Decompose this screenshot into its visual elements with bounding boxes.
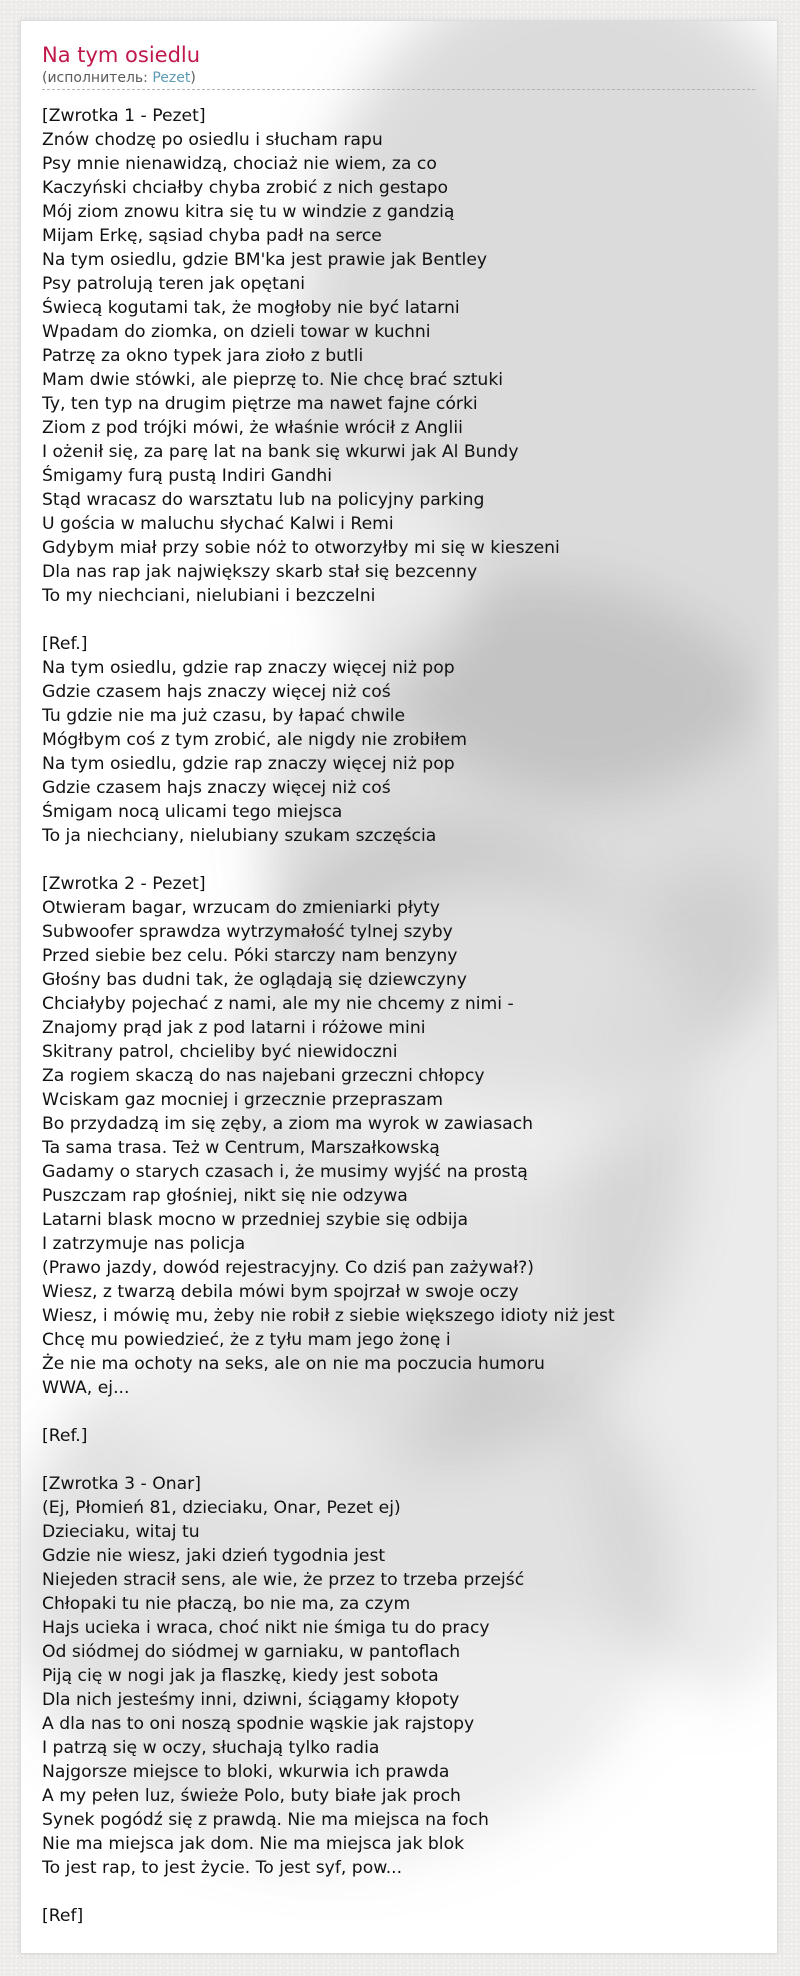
lyric-line: I zatrzymuje nas policja [42,1234,246,1254]
content [21,21,777,1928]
lyric-line: To ja niechciany, nielubiany szukam szczęścia [42,826,437,846]
performer-line [42,69,755,90]
lyric-line [42,608,755,632]
lyric-line [42,848,755,872]
lyric-line: Kaczyński chciałby chyba zrobić z nich gestapo [42,178,449,198]
lyric-line [42,1448,755,1472]
lyric-line: Niejeden stracił sens, ale wie, że przez to trzeba przejść [42,1570,525,1590]
lyric-line: Chłopaki tu nie płaczą, bo nie ma, za czym [42,1594,411,1614]
lyric-line: Świecą kogutami tak, że mogłoby nie być latarni [42,298,460,318]
lyric-line: [Zwrotka 1 - Pezet] [42,106,206,126]
lyric-line: Nie ma miejsca jak dom. Nie ma miejsca jak blok [42,1834,465,1854]
lyric-line: Znajomy prąd jak z pod latarni i różowe mini [42,1018,426,1038]
lyric-line: Że nie ma ochoty na seks, ale on nie ma poczucia humoru [42,1354,545,1374]
lyric-line: Gdzie czasem hajs znaczy więcej niż coś [42,682,391,702]
lyric-line: Dla nas rap jak największy skarb stał się bezcenny [42,562,478,582]
lyrics-text [42,104,755,1928]
lyric-line: Psy mnie nienawidzą, chociaż nie wiem, za co [42,154,437,174]
lyric-line: Wciskam gaz mocniej i grzecznie przepraszam [42,1090,444,1110]
lyric-line: Stąd wracasz do warsztatu lub na policyjny parking [42,490,485,510]
lyric-line: [Zwrotka 3 - Onar] [42,1474,201,1494]
lyric-line: A dla nas to oni noszą spodnie wąskie jak rajstopy [42,1714,475,1734]
lyric-line: Mam dwie stówki, ale pieprzę to. Nie chcę brać sztuki [42,370,504,390]
lyric-line: Głośny bas dudni tak, że oglądają się dziewczyny [42,970,467,990]
lyric-line: [Zwrotka 2 - Pezet] [42,874,206,894]
lyric-line: [Ref.] [42,1426,88,1446]
lyric-line: Wiesz, i mówię mu, żeby nie robił z siebie większego idioty niż jest [42,1306,615,1326]
lyric-line [42,1400,755,1424]
lyric-line: [Ref.] [42,634,88,654]
performer-link[interactable]: Pezet [152,70,191,86]
lyric-line: Chciałyby pojechać z nami, ale my nie chcemy z nimi - [42,994,514,1014]
lyric-line: Tu gdzie nie ma już czasu, by łapać chwile [42,706,406,726]
lyric-line: Skitrany patrol, chcieliby być niewidoczni [42,1042,398,1062]
lyric-line: WWA, ej... [42,1378,130,1398]
lyric-line: Ty, ten typ na drugim piętrze ma nawet fajne córki [42,394,478,414]
lyric-line: Gdzie nie wiesz, jaki dzień tygodnia jest [42,1546,386,1566]
lyric-line: Dzieciaku, witaj tu [42,1522,200,1542]
lyric-line: Psy patrolują teren jak opętani [42,274,306,294]
lyric-line: Ziom z pod trójki mówi, że właśnie wrócił z Anglii [42,418,463,438]
lyric-line: Gdzie czasem hajs znaczy więcej niż coś [42,778,391,798]
lyric-line: A my pełen luz, świeże Polo, buty białe jak proch [42,1786,461,1806]
lyric-line: Gdybym miał przy sobie nóż to otworzyłby mi się w kieszeni [42,538,560,558]
lyric-line: Otwieram bagar, wrzucam do zmieniarki płyty [42,898,440,918]
lyric-line: Mój ziom znowu kitra się tu w windzie z gandzią [42,202,455,222]
performer-prefix: (исполнитель: [42,70,153,86]
lyric-line: Hajs ucieka i wraca, choć nikt nie śmiga tu do pracy [42,1618,490,1638]
lyric-line: (Prawo jazdy, dowód rejestracyjny. Co dziś pan zażywał?) [42,1258,534,1278]
lyric-line: Bo przydadzą im się zęby, a ziom ma wyrok w zawiasach [42,1114,534,1134]
lyric-line: To my niechciani, nielubiani i bezczelni [42,586,376,606]
lyric-line: (Ej, Płomień 81, dzieciaku, Onar, Pezet ej) [42,1498,401,1518]
lyric-line: I patrzą się w oczy, słuchają tylko radia [42,1738,380,1758]
lyric-line: Od siódmej do siódmej w garniaku, w pantoflach [42,1642,461,1662]
lyric-line: To jest rap, to jest życie. To jest syf, pow... [42,1858,403,1878]
lyric-line: Dla nich jesteśmy inni, dziwni, ściągamy kłopoty [42,1690,460,1710]
lyric-line [42,1880,755,1904]
lyric-line: Wpadam do ziomka, on dzieli towar w kuchni [42,322,431,342]
lyric-line: Mógłbym coś z tym zrobić, ale nigdy nie zrobiłem [42,730,467,750]
lyrics-card [20,20,778,1954]
lyric-line: Śmigam nocą ulicami tego miejsca [42,802,343,822]
lyric-line: Patrzę za okno typek jara zioło z butli [42,346,364,366]
lyric-line: Ta sama trasa. Też w Centrum, Marszałkowską [42,1138,440,1158]
performer-suffix: ) [190,70,196,86]
lyric-line: Subwoofer sprawdza wytrzymałość tylnej szyby [42,922,453,942]
lyric-line: Puszczam rap głośniej, nikt się nie odzywa [42,1186,408,1206]
lyric-line: Za rogiem skaczą do nas najebani grzeczni chłopcy [42,1066,485,1086]
lyric-line: Najgorsze miejsce to bloki, wkurwia ich prawda [42,1762,450,1782]
lyric-line: Synek pogódź się z prawdą. Nie ma miejsca na foch [42,1810,489,1830]
lyric-line: U gościa w maluchu słychać Kalwi i Remi [42,514,394,534]
lyric-line: Chcę mu powiedzieć, że z tyłu mam jego żonę i [42,1330,451,1350]
lyric-line: I ożenił się, za parę lat na bank się wkurwi jak Al Bundy [42,442,519,462]
song-title: Na tym osiedlu [42,43,201,67]
lyric-line: Wiesz, z twarzą debila mówi bym spojrzał w swoje oczy [42,1282,519,1302]
lyric-line: Na tym osiedlu, gdzie rap znaczy więcej niż pop [42,754,455,774]
lyric-line: [Ref] [42,1906,84,1926]
lyric-line: Znów chodzę po osiedlu i słucham rapu [42,130,383,150]
lyric-line: Przed siebie bez celu. Póki starczy nam benzyny [42,946,458,966]
lyric-line: Gadamy o starych czasach i, że musimy wyjść na prostą [42,1162,528,1182]
lyric-line: Na tym osiedlu, gdzie BM'ka jest prawie jak Bentley [42,250,488,270]
lyric-line: Latarni blask mocno w przedniej szybie się odbija [42,1210,468,1230]
lyric-line: Piją cię w nogi jak ja flaszkę, kiedy jest sobota [42,1666,439,1686]
lyric-line: Na tym osiedlu, gdzie rap znaczy więcej niż pop [42,658,455,678]
lyric-line: Mijam Erkę, sąsiad chyba padł na serce [42,226,382,246]
lyric-line: Śmigamy furą pustą Indiri Gandhi [42,466,333,486]
